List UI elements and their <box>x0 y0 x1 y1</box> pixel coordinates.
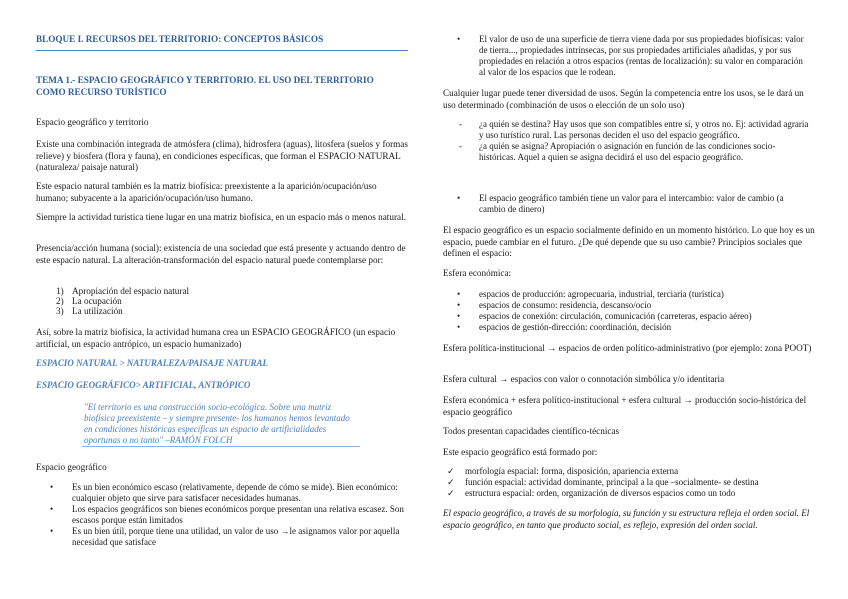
paragraph-presencia: Presencia/acción humana (social): existencia de una sociedad que está presente y actuando dentro de este espacio natural. La alteración-transformación del espacio natural puede contemplarse por: <box>36 243 406 265</box>
paragraph-esfera-combinada: Esfera económica + esfera político-institucional + esfera cultural → producción socio-histórica del espacio geográfico <box>443 395 807 417</box>
list-item: • espacios de conexión: circulación, comunicación (carreteras, espacio aéreo) <box>457 311 752 321</box>
bullet-icon: • <box>457 34 461 44</box>
paragraph-espacio-geografico: Así, sobre la matriz biofísica, la actividad humana crea un ESPACIO GEOGRÁFICO (un espacio artificial, un espacio antrópico, un espacio humanizado) <box>36 327 396 349</box>
paragraph-actividad-turistica: Siempre la actividad turística tiene lugar en una matriz biofísica, en un espacio más o menos natural. <box>36 212 406 222</box>
checkmark-icon: ✓ <box>447 477 455 487</box>
formula-espacio-geografico: ESPACIO GEOGRÁFICO> ARTIFICIAL, ANTRÓPICO <box>36 380 251 390</box>
bullet-icon: • <box>457 311 461 321</box>
list-item: • espacios de consumo: residencia, descanso/ocio <box>457 300 652 310</box>
checkmark-icon: ✓ <box>447 488 455 498</box>
ordered-item: 3) La utilización <box>56 306 123 316</box>
bullet-icon: • <box>457 289 461 299</box>
paragraph-capacidades: Todos presentan capacidades científico-técnicas <box>443 426 620 436</box>
paragraph-formado-por: Este espacio geográfico está formado por: <box>443 447 598 457</box>
list-item: • Los espacios geográficos son bienes económicos porque presentan una relativa escasez. Son escasos porque están limitados <box>50 504 404 525</box>
dash-icon: - <box>459 119 462 129</box>
title-divider <box>36 50 408 51</box>
tema-title: TEMA 1.- ESPACIO GEOGRÁFICO Y TERRITORIO. EL USO DEL TERRITORIO COMO RECURSO TURÍSTICO <box>36 75 374 97</box>
ordered-item: 1) Apropiación del espacio natural <box>56 286 190 296</box>
checkmark-icon: ✓ <box>447 466 455 476</box>
bullet-icon: • <box>457 300 461 310</box>
paragraph-matriz: Este espacio natural también es la matriz biofísica: preexistente a la aparición/ocupación/uso humano; subyacente a la aparición/ocupación/uso humano. <box>36 181 377 203</box>
list-item: • El espacio geográfico también tiene un valor para el intercambio: valor de cambio (a cambio de dinero) <box>457 193 784 214</box>
bullet-icon: • <box>50 526 54 536</box>
dash-item: - ¿a quién se asigna? Apropiación o asignación en función de las condiciones socio-históricas. Aquel a quien se asigna decidirá el uso del espacio geográfico. <box>459 141 776 162</box>
subheading-espacio-territorio: Espacio geográfico y territorio <box>36 117 149 127</box>
ordered-item: 2) La ocupación <box>56 296 122 306</box>
check-item: ✓ función espacial: actividad dominante, principal a la que –socialmente- se destina <box>447 477 759 487</box>
list-item: • espacios de producción: agropecuaria, industrial, terciaria (turística) <box>457 289 724 299</box>
formula-espacio-natural: ESPACIO NATURAL > NATURALEZA/PAISAJE NATURAL <box>36 358 269 368</box>
bullet-icon: • <box>457 193 461 203</box>
check-item: ✓ estructura espacial: orden, organización de diversos espacios como un todo <box>447 488 736 498</box>
bloque-title: BLOQUE I. RECURSOS DEL TERRITORIO: CONCEPTOS BÁSICOS <box>36 34 324 44</box>
dash-icon: - <box>459 141 462 151</box>
paragraph-esfera-politica: Esfera política-institucional → espacios de orden político-administrativo (por ejemplo: zona POOT) <box>443 343 812 353</box>
bullet-icon: • <box>457 322 461 332</box>
paragraph-esfera-cultural: Esfera cultural → espacios con valor o connotación simbólica y/o identitaria <box>443 374 725 384</box>
subheading-espacio-geografico: Espacio geográfico <box>36 462 107 472</box>
check-item: ✓ morfología espacial: forma, disposición, apariencia externa <box>447 466 679 476</box>
bullet-icon: • <box>50 504 54 514</box>
paragraph-diversidad-usos: Cualquier lugar puede tener diversidad de usos. Según la competencia entre los usos, se le dará un uso determinado (combinación de usos o elección de un solo uso) <box>443 88 804 110</box>
quote-divider <box>82 446 360 447</box>
subheading-esfera-economica: Esfera económica: <box>443 268 512 278</box>
quote-folch: "El territorio es una construcción socio-ecológica. Sobre una matriz biofísica preexistente – y siempre presente- los humanos hemos levantado en condiciones históricas específicas un espacio de artificialidades oportunas o no tanto" –RAMÓN FOLCH <box>84 402 350 445</box>
list-item: • Es un bien económico escaso (relativamente, depende de cómo se mide). Bien económico: cualquier objeto que sirve para satisfacer necesidades humanas. <box>50 482 398 503</box>
bullet-icon: • <box>50 482 54 492</box>
dash-item: - ¿a quién se destina? Hay usos que son compatibles entre sí, y otros no. Ej: actividad agraria y uso turístico rural. Las personas deciden el uso del espacio geográfico. <box>459 119 809 140</box>
list-item: • espacios de gestión-dirección: coordinación, decisión <box>457 322 672 332</box>
closing-paragraph: El espacio geográfico, a través de su morfología, su función y su estructura refleja el orden social. El espacio geográfico, en tanto que producto social, es reflejo, expresión del orden social. <box>443 508 810 530</box>
list-item: • El valor de uso de una superficie de tierra viene dada por sus propiedades biofísicas: valor de tierra..., propiedades intrínsecas, por sus propiedades artificiales añadidas, y por sus propiedades en relación a otros espacios (rentas de localización): su valor en comparación al valor de los espacios que le rodean. <box>457 34 804 77</box>
list-item: • Es un bien útil, porque tiene una utilidad, un valor de uso →le asignamos valor por aquella necesidad que satisface <box>50 526 400 547</box>
paragraph-combinacion: Existe una combinación integrada de atmósfera (clima), hidrosfera (aguas), litosfera (suelos y formas relieve) y biosfera (flora y fauna), en condiciones específicas, que forman el ESPACIO NATURAL (naturaleza/ paisaje natural) <box>36 139 408 172</box>
paragraph-socialmente-definido: El espacio geográfico es un espacio socialmente definido en un momento histórico. Lo que hoy es un espacio, puede cambiar en el futuro. ¿De qué depende que su uso cambie? Principios sociales que definen el espacio: <box>443 225 815 258</box>
